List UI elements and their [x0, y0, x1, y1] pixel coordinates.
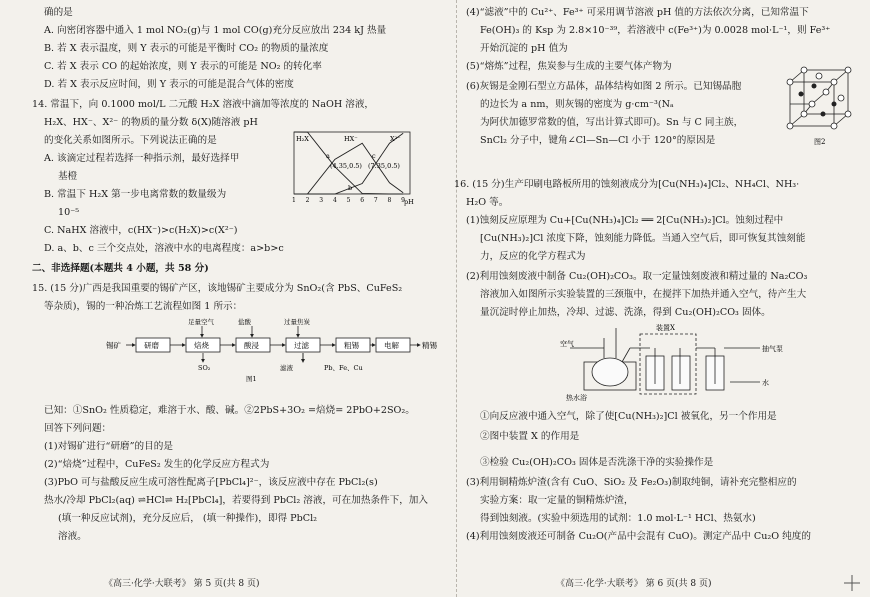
water-label: 水 [762, 379, 769, 387]
pump-label: 抽气泵 [762, 345, 783, 353]
x-tick-label: 4 [332, 197, 337, 204]
left-page [32, 0, 444, 597]
flow-output-label: SO₂ [198, 364, 211, 372]
flow-end-label: 精锡 [422, 341, 437, 350]
right-text-line: Fe(OH)₃ 的 Ksp 为 2.8×10⁻³⁹，若溶液中 c(Fe³⁺)为 0.0028 mol·L⁻¹，则 Fe³⁺ [480, 25, 831, 36]
left-text-line: C. 若 X 表示 CO 的起始浓度，则 Y 表示的可能是 NO₂ 的转化率 [44, 61, 322, 72]
flow-box-label: 过滤 [294, 341, 309, 350]
apparatus-diagram [560, 318, 810, 402]
left-text-line: 14. 常温下，向 0.1000 mol/L 二元酸 H₂X 溶液中滴加等浓度的 NaOH 溶液， [32, 99, 375, 110]
crystal-structure-figure [784, 64, 854, 150]
flow-output-label: Pb、Fe、Cu [324, 364, 363, 372]
flow-start-label: 锡矿 [106, 341, 121, 350]
right-text-line: (2)利用蚀刻废液中制备 Cu₂(OH)₂CO₃。取一定量蚀刻废液和精过量的 Na₂CO₃ [466, 271, 808, 282]
flow-input-label: 足量空气 [188, 318, 214, 326]
right-text-line: 开始沉淀的 pH 值为 [480, 43, 568, 54]
series-label-0: H₂X [296, 135, 309, 143]
air-label: 空气 [560, 340, 574, 348]
left-text-line: A. 向密闭容器中通入 1 mol NO₂(g)与 1 mol CO(g)充分反应放出 234 kJ 热量 [44, 25, 387, 36]
left-text-line: A. 该滴定过程若选择一种指示剂，最好选择甲 [44, 153, 240, 164]
right-page [454, 0, 858, 597]
right-text-line: (5)“熔炼”过程，焦炭参与生成的主要气体产物为 [466, 61, 672, 72]
flow-box-label: 研磨 [144, 341, 159, 350]
x-tick-label: 2 [305, 197, 310, 204]
flow-input-label: 过量焦炭 [284, 318, 310, 326]
fig2-caption: 图2 [814, 138, 826, 146]
series-label-2: X²⁻ [390, 135, 401, 143]
series-label-1: HX⁻ [344, 135, 358, 143]
left-text-line: 等杂质)，锡的一种冶炼工艺流程如图 1 所示： [44, 301, 243, 312]
right-text-line: (3)利用铜精炼炉渣(含有 CuO、SiO₂ 及 Fe₂O₃)制取纯铜，请补充完整相应的 [466, 477, 797, 488]
left-text-line: 回答下列问题： [44, 423, 112, 434]
right-text-line: 为阿伏加德罗常数的值，写出计算式即可)。Sn 与 C 同主族， [480, 117, 744, 128]
page-divider [456, 0, 457, 597]
flow-box-label: 电解 [384, 341, 399, 350]
flow-box-label: 焙烧 [194, 341, 209, 350]
right-text-line: 16. (15 分)生产印刷电路板所用的蚀刻液成分为[Cu(NH₃)₄]Cl₂、NH₄Cl、NH₃· [454, 179, 800, 190]
left-text-line: (填一种反应试剂)，充分反应后， (填一种操作)，即得 PbCl₂ [58, 513, 317, 524]
left-text-line: 热水/冷却 PbCl₂(aq) ⇌HCl⇌ H₂[PbCl₄]，若要得到 PbCl₂ 溶液，可在加热条件下，加入 [44, 495, 428, 506]
right-text-line: 力，反应的化学方程式为 [480, 251, 586, 262]
intersection-b-label: b [348, 184, 353, 192]
left-text-line: 溶液。 [58, 531, 87, 542]
x-tick-label: 3 [319, 197, 324, 204]
right-text-line: ②图中装置 X 的作用是 [480, 431, 580, 442]
annotation-a-point: (4.35,0.5) [330, 162, 362, 170]
left-text-line: D. 若 X 表示反应时间，则 Y 表示的可能是混合气体的密度 [44, 79, 294, 90]
right-text-line: (6)灰锡是金刚石型立方晶体，晶体结构如图 2 所示。已知锡晶胞 [466, 81, 742, 92]
left-text-line: (2)“焙烧”过程中，CuFeS₂ 发生的化学反应方程式为 [44, 459, 270, 470]
left-text-line: 基橙 [58, 171, 78, 182]
left-text-line: C. NaHX 溶液中，c(HX⁻)>c(H₂X)>c(X²⁻) [44, 225, 238, 236]
fig1-caption: 图1 [246, 375, 257, 383]
flow-box-label: 酸浸 [244, 341, 259, 350]
left-text-line: H₂X、HX⁻、X²⁻ 的物质的量分数 δ(X)随溶液 pH [44, 117, 258, 128]
left-text-line: 10⁻⁵ [58, 207, 80, 218]
flow-box-label: 粗锡 [344, 341, 359, 350]
x-tick-label: 5 [346, 197, 351, 204]
right-text-line: (1)蚀刻反应原理为 Cu+[Cu(NH₃)₄]Cl₂ ══ 2[Cu(NH₃)₂]Cl。蚀刻过程中 [466, 215, 784, 226]
x-axis-label: pH [404, 198, 414, 206]
intersection-c-label: c [372, 152, 376, 160]
flow-diagram [106, 318, 437, 384]
left-text-line: 已知：①SnO₂ 性质稳定，难溶于水、酸、碱。②2PbS+3O₂ =焙烧= 2PbO+2SO₂。 [44, 405, 415, 416]
left-text-line: 的变化关系如图所示。下列说法正确的是 [44, 135, 217, 146]
right-text-line: 的边长为 a nm，则灰锡的密度为 g·cm⁻³(Nₐ [480, 99, 674, 110]
right-text-line: ①向反应液中通入空气，除了使[Cu(NH₃)₂]Cl 被氧化，另一个作用是 [480, 411, 777, 422]
left-text-line: (3)PbO 可与盐酸反应生成可溶性配离子[PbCl₄]²⁻，该反应液中存在 PbCl₂(s) [44, 477, 378, 488]
flow-input-label: 盐酸 [238, 318, 251, 326]
water-bath-label: 热水浴 [566, 394, 587, 402]
flow-output-label: 滤液 [280, 364, 293, 372]
x-tick-label: 7 [373, 197, 378, 204]
right-text-line: 得到蚀刻液。(实验中须选用的试剂：1.0 mol·L⁻¹ HCl、热氨水) [480, 513, 756, 524]
right-footer: 《高三·化学·大联考》 第 6 页(共 8 页) [556, 579, 712, 589]
x-tick-label: 9 [401, 197, 406, 204]
right-text-line: 溶液加入如图所示实验装置的三颈瓶中，在搅拌下加热并通入空气，待产生大 [480, 289, 807, 300]
x-tick-label: 8 [387, 197, 392, 204]
right-text-line: [Cu(NH₃)₂]Cl 浓度下降，蚀刻能力降低。当通入空气后，即可恢复其蚀刻能 [480, 233, 806, 244]
right-text-line: (4)“滤液”中的 Cu²⁺、Fe³⁺ 可采用调节溶液 pH 值的方法依次分离，已知常温下 [466, 7, 809, 18]
right-text-line: 量沉淀时停止加热，冷却、过滤、洗涤，得到 Cu₂(OH)₂CO₃ 固体。 [480, 307, 771, 318]
right-text-line: 实验方案：取一定量的铜精炼炉渣， [480, 495, 634, 506]
crop-mark-icon [844, 575, 860, 591]
speciation-chart [286, 128, 416, 206]
left-text-line: B. 常温下 H₂X 第一步电离常数的数量级为 [44, 189, 227, 200]
right-text-line: SnCl₂ 分子中，键角∠Cl—Sn—Cl 小于 120°的原因是 [480, 135, 716, 146]
x-tick-label: 6 [360, 197, 365, 204]
device-x-label: 装置X [656, 324, 675, 332]
right-text-line: ③检验 Cu₂(OH)₂CO₃ 固体是否洗涤干净的实验操作是 [480, 457, 714, 468]
right-text-line: H₂O 等。 [466, 197, 509, 208]
left-text-line: B. 若 X 表示温度，则 Y 表示的可能是平衡时 CO₂ 的物质的量浓度 [44, 43, 329, 54]
right-text-line: (4)利用蚀刻废液还可制备 Cu₂O(产品中会混有 CuO)。测定产品中 Cu₂O 纯度的 [466, 531, 811, 542]
intersection-a-label: a [326, 152, 330, 160]
left-footer: 《高三·化学·大联考》 第 5 页(共 8 页) [104, 579, 260, 589]
left-text-line: (1)对锡矿进行“研磨”的目的是 [44, 441, 173, 452]
left-text-line: 15. (15 分)广西是我国重要的锡矿产区，该地锡矿主要成分为 SnO₂(含 PbS、CuFeS₂ [32, 283, 403, 294]
annotation-c-point: (7.35,0.5) [368, 162, 400, 170]
left-text-line: D. a、b、c 三个交点处，溶液中水的电离程度：a>b>c [44, 243, 284, 254]
x-tick-label: 1 [292, 197, 296, 204]
left-text-line: 二、非选择题(本题共 4 小题，共 58 分) [32, 263, 209, 274]
left-text-line: 确的是 [44, 7, 73, 18]
